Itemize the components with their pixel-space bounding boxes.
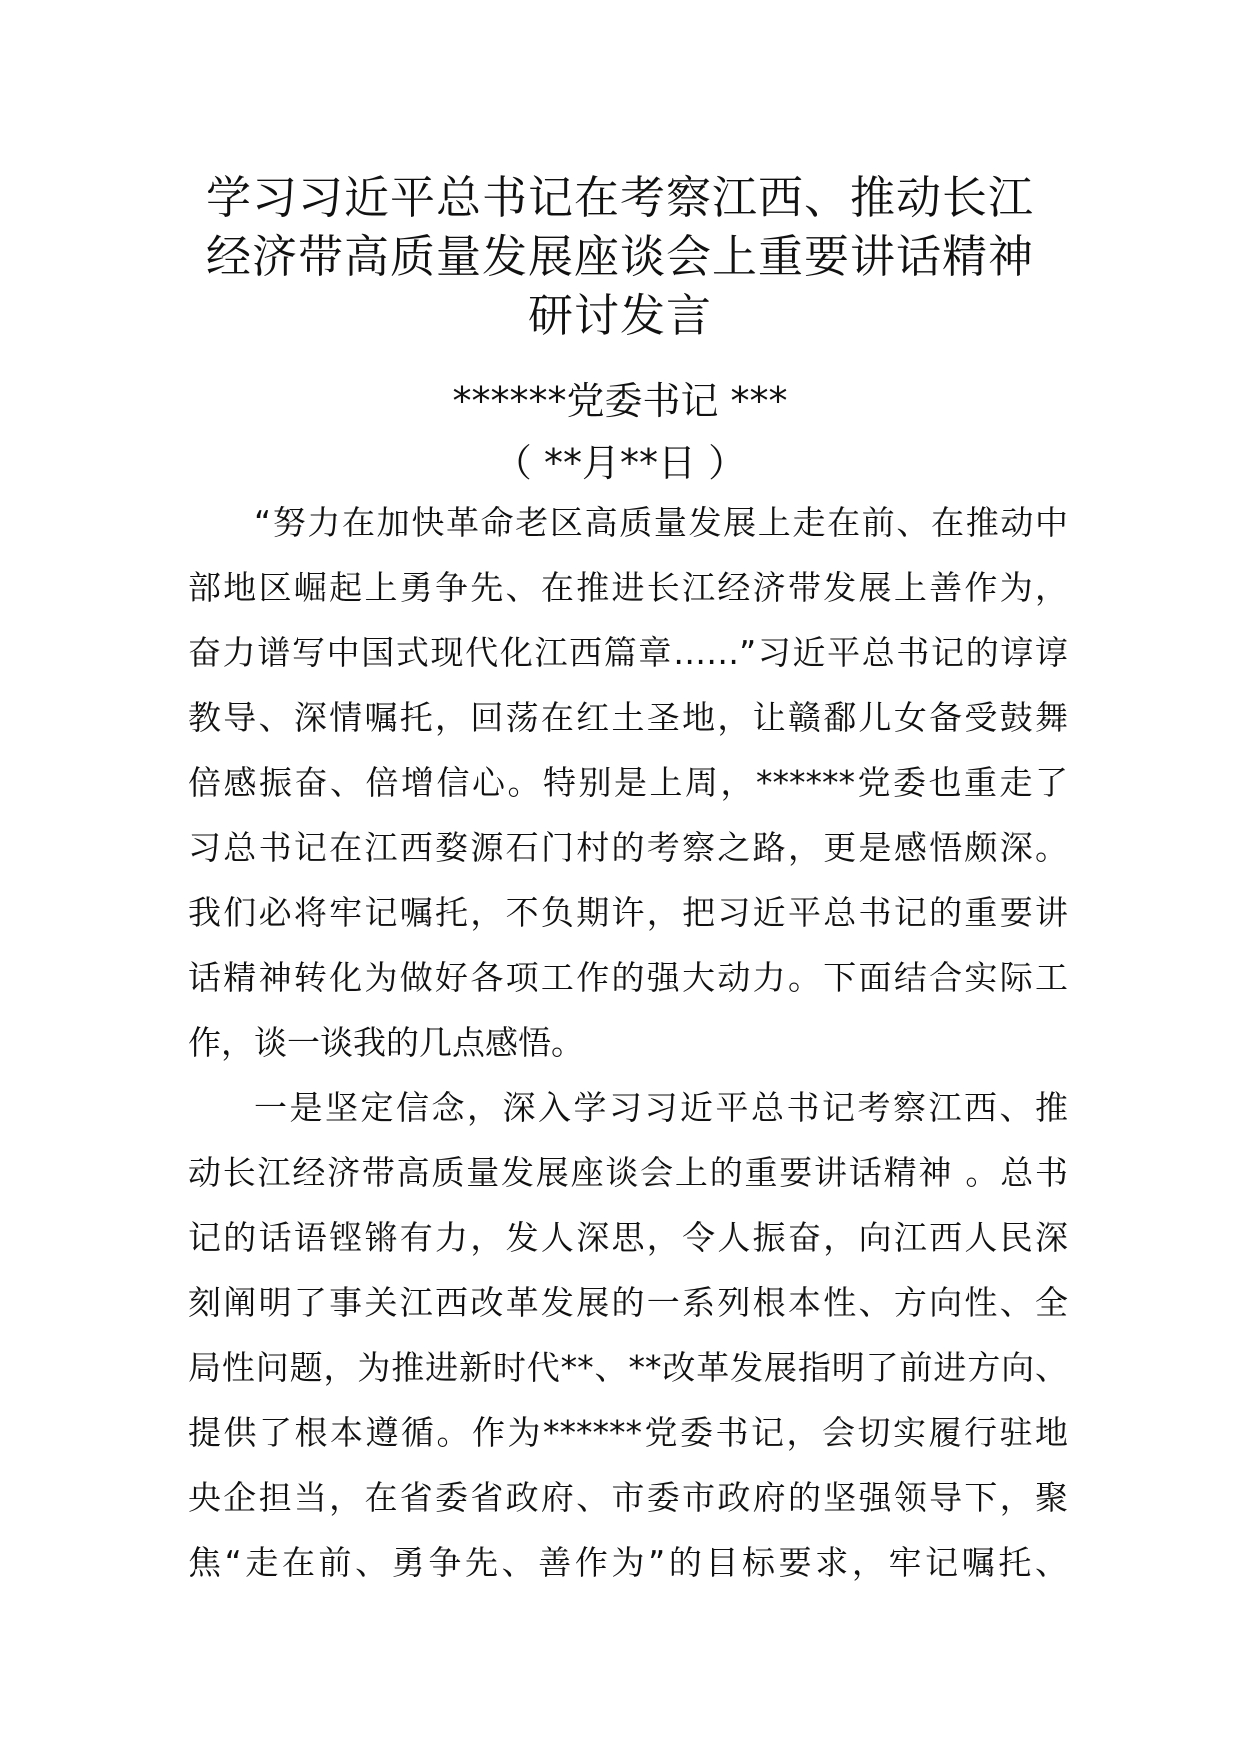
paragraph-line: 部地区崛起上勇争先、在推进长江经济带发展上善作为，: [188, 568, 1068, 607]
paragraph-line: 教导、深情嘱托，回荡在红土圣地，让赣鄱儿女备受鼓舞: [188, 698, 1068, 737]
title-line-3: 研讨发言: [527, 289, 712, 342]
title-line-2: 经济带高质量发展座谈会上重要讲话精神: [205, 230, 1034, 283]
author-line: ******党委书记 ***: [452, 379, 788, 423]
paragraph-line: 央企担当，在省委省政府、市委市政府的坚强领导下，聚: [188, 1478, 1068, 1517]
title-line-1: 学习习近平总书记在考察江西、推动长江: [205, 171, 1034, 224]
paragraph-line: 焦“走在前、勇争先、善作为”的目标要求，牢记嘱托、: [188, 1543, 1068, 1582]
paragraph-line: 奋力谱写中国式现代化江西篇章……”习近平总书记的谆谆: [188, 633, 1068, 672]
document-body: [188, 490, 1068, 1595]
paragraph-line: 一是坚定信念，深入学习习近平总书记考察江西、推: [254, 1088, 1068, 1127]
paragraph-intro: [188, 490, 1068, 1075]
paragraph-line: 提供了根本遵循。作为******党委书记，会切实履行驻地: [188, 1413, 1068, 1452]
paragraph-line: 作，谈一谈我的几点感悟。: [188, 1023, 584, 1062]
paragraph-line: 我们必将牢记嘱托，不负期许，把习近平总书记的重要讲: [188, 893, 1068, 932]
paragraph-line: 局性问题，为推进新时代**、**改革发展指明了前进方向、: [188, 1348, 1068, 1387]
document-title: [150, 168, 1090, 345]
paragraph-line: “努力在加快革命老区高质量发展上走在前、在推动中: [254, 503, 1068, 542]
paragraph-line: 动长江经济带高质量发展座谈会上的重要讲话精神 。总书: [188, 1153, 1068, 1192]
paragraph-line: 习总书记在江西婺源石门村的考察之路，更是感悟颇深。: [188, 828, 1068, 867]
paragraph-line: 刻阐明了事关江西改革发展的一系列根本性、方向性、全: [188, 1283, 1068, 1322]
date-line: （ **月**日 ）: [493, 441, 747, 485]
paragraph-line: 记的话语铿锵有力，发人深思，令人振奋，向江西人民深: [188, 1218, 1068, 1257]
paragraph-line: 倍感振奋、倍增信心。特别是上周，******党委也重走了: [188, 763, 1068, 802]
paragraph-line: 话精神转化为做好各项工作的强大动力。下面结合实际工: [188, 958, 1068, 997]
paragraph-point-one: [188, 1075, 1068, 1595]
